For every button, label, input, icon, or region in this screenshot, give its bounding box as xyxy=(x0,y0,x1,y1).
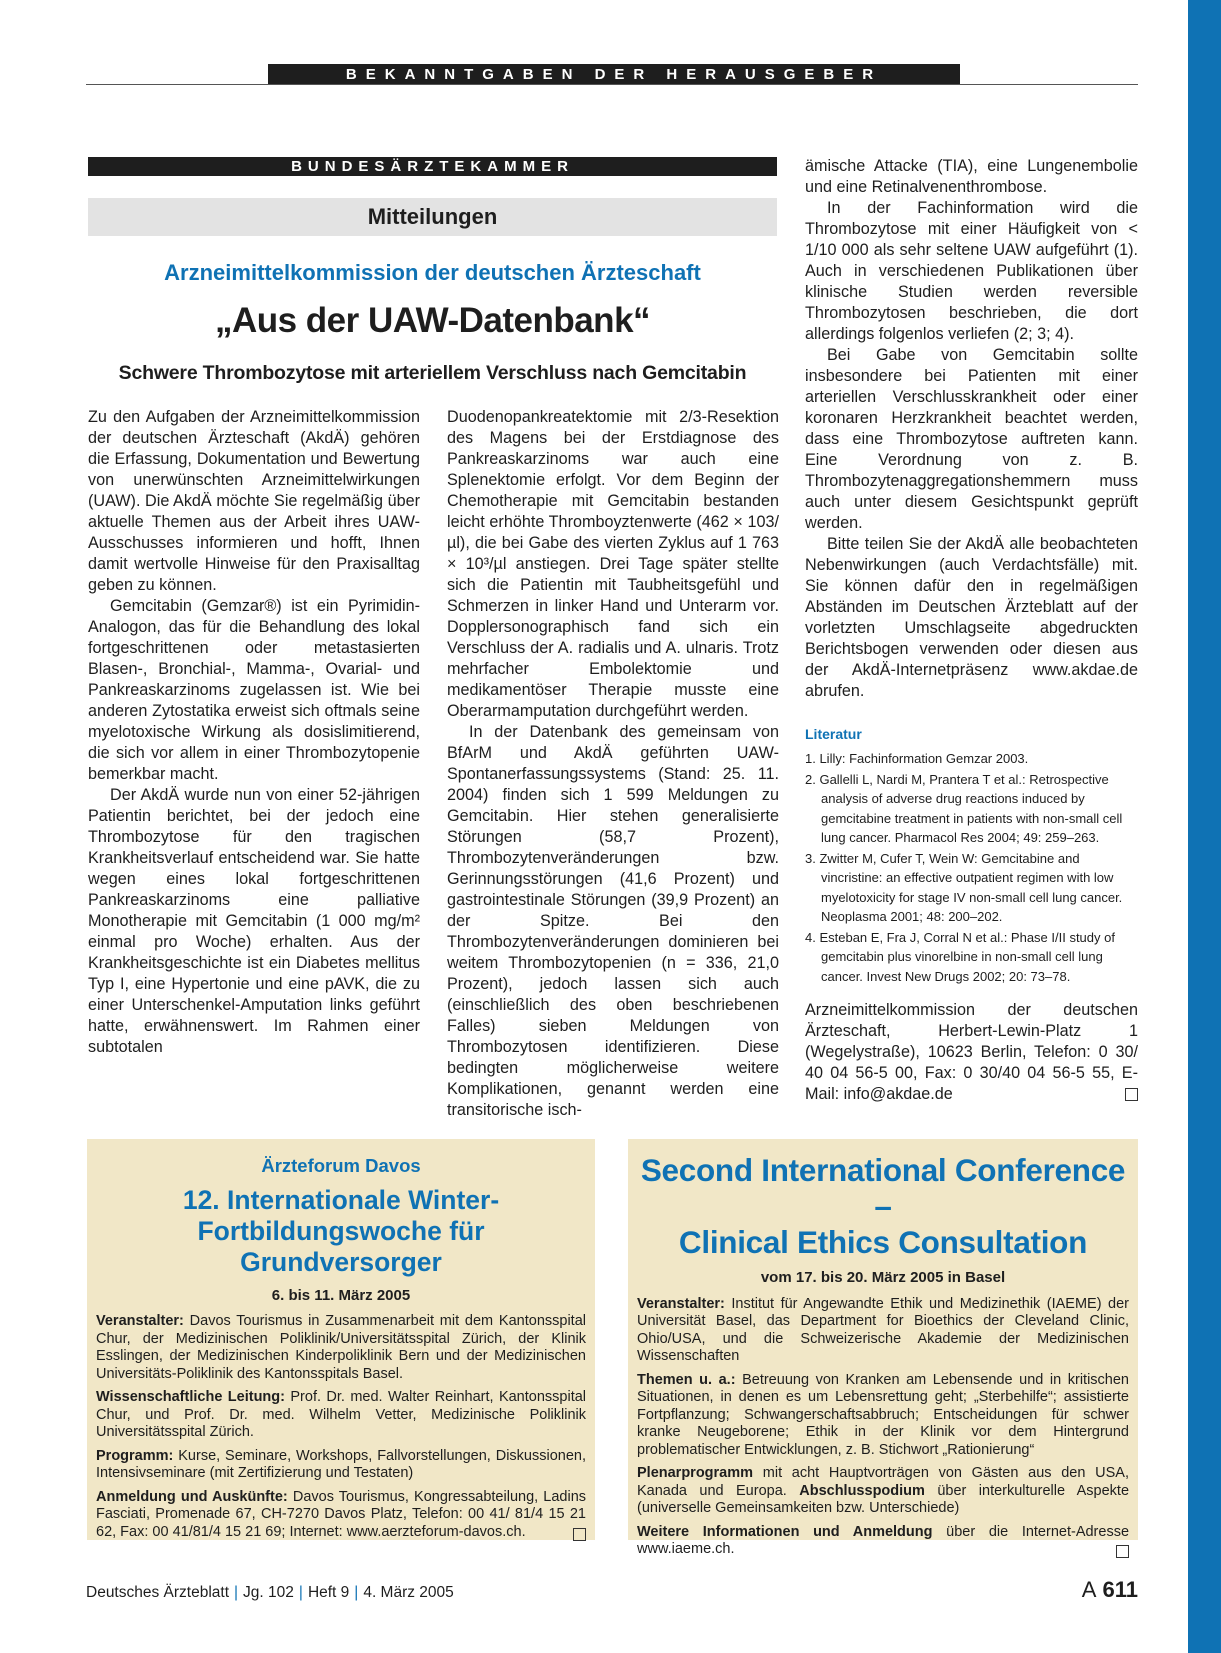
event-title-line: Clinical Ethics Consultation xyxy=(678,1224,1088,1260)
event-paragraph xyxy=(96,1489,586,1542)
journal-name: Deutsches Ärzteblatt xyxy=(86,1584,230,1601)
reference-list xyxy=(805,749,1138,986)
event-kicker: Ärzteforum Davos xyxy=(261,1155,421,1176)
event-box-davos xyxy=(87,1139,595,1540)
article-headline: „Aus der UAW-Datenbank“ xyxy=(214,301,651,340)
paragraph: Bitte teilen Sie der AkdÄ alle beobachteten Nebenwirkungen (auch Verdachtsfälle) mit. Sie können dafür den in regelmäßigen Abständen im Deutschen Ärzteblatt auf der vorletzten Umschlagseite abgedruckten Berichtsbogen verwenden oder diesen aus der AkdÄ-Internetpräsenz www.akdae.de abrufen. xyxy=(805,535,1138,700)
label: Weitere Informationen und Anmeldung xyxy=(637,1523,933,1540)
volume: Jg. 102 xyxy=(243,1584,294,1601)
text: Betreuung von Kranken am Lebensende und in kritischen Situationen, in denen es um Lebensrettung geht; „Sterbehilfe“; assistierte Fortpflanzung; Schwangerschaftsabbruch; Entscheidungen für schwer kranke Neugeborene; Ethik in der Klinik vor dem Hintergrund problematischer Entwicklungen, z. B. Stichwort „Rationierung“ xyxy=(637,1371,1129,1458)
paragraph: Zu den Aufgaben der Arzneimittelkommission der deutschen Ärzteschaft (AkdÄ) gehören die Erfassung, Dokumentation und Bewertung von unerwünschten Arzneimittelwirkungen (UAW). Die AkdÄ möchte Sie regelmäßig über aktuelle Themen aus der Arbeit ihres UAW-Ausschusses informieren und hofft, Ihnen damit wertvolle Hinweise für den Praxisalltag geben zu können. xyxy=(88,408,420,594)
reference-item: 4. Esteban E, Fra J, Corral N et al.: Phase I/II study of gemcitabin plus vinorelbine in non-small cell lung cancer. Invest New Drugs 2002; 20: 73–78. xyxy=(805,929,1115,984)
reference-item: 2. Gallelli L, Nardi M, Prantera T et al.: Retrospective analysis of adverse drug reactions induced by gemcitabine treatment in patients with non-small cell lung cancer. Pharmacol Res 2004; 49: 259–263. xyxy=(805,771,1123,845)
article-kicker: Arzneimittelkommission der deutschen Ärzteschaft xyxy=(164,260,701,285)
article-column-1 xyxy=(88,407,420,1058)
paragraph: In der Datenbank des gemeinsam von BfArM und AkdÄ geführten UAW-Spontanerfassungssystems (Stand: 25. 11. 2004) finden sich 1 599 Meldungen zu Gemcitabin. Hier stehen generalisierte Störungen (58,7 Prozent), Thrombozytenveränderungen bzw. Gerinnungsstörungen (41,6 Prozent) und gastrointestinale Störungen (39,9 Prozent) an der Spitze. Bei den Thrombozytenveränderungen dominieren bei weitem Thrombozytopenien (n = 336, 21,0 Prozent), jedoch lassen sich auch (einschließlich des oben beschriebenen Falles) sieben Meldungen von Thrombozytosen identifizieren. Diese bedingten möglicherweise weitere Komplikationen, genannt werden eine transitorische isch- xyxy=(447,723,779,1119)
page-number xyxy=(1082,1577,1138,1603)
category-band: Mitteilungen xyxy=(88,198,777,236)
label: Themen u. a.: xyxy=(637,1371,736,1388)
separator: | xyxy=(354,1584,359,1601)
text: Kurse, Seminare, Workshops, Fallvorstellungen, Diskussionen, Intensivseminare (mit Zertifizierung und Testaten) xyxy=(96,1447,586,1481)
event-paragraph xyxy=(96,1389,586,1442)
page-number-value: 611 xyxy=(1102,1577,1138,1602)
contact-paragraph xyxy=(805,1000,1138,1105)
text: Davos Tourismus, Kongressabteilung, Ladins Fasciati, Promenade 67, CH-7270 Davos Platz, Telefon: 00 41/ 81/4 15 21 62, Fax: 00 41/81/4 15 21 69; Internet: www.aerzteforum-davos.ch. xyxy=(96,1488,587,1540)
event-title xyxy=(637,1152,1129,1260)
event-date: vom 17. bis 20. März 2005 in Basel xyxy=(760,1269,1006,1286)
text: über die Internet-Adresse www.iaeme.ch. xyxy=(637,1523,1130,1557)
label: Wissenschaftliche Leitung: xyxy=(96,1389,285,1405)
separator: | xyxy=(234,1584,239,1601)
label: Veranstalter: xyxy=(96,1313,184,1329)
text: mit acht Hauptvorträgen von Gästen aus den USA, Kanada und Europa. xyxy=(637,1465,1129,1499)
end-mark-icon xyxy=(573,1528,586,1541)
section-band: BUNDESÄRZTEKAMMER xyxy=(88,157,777,176)
event-title-line: Fortbildungswoche für Grundversorger xyxy=(197,1215,485,1277)
event-paragraph xyxy=(637,1296,1129,1366)
end-mark-icon xyxy=(1116,1545,1129,1558)
issue: Heft 9 xyxy=(307,1584,350,1601)
text: Davos Tourismus in Zusammenarbeit mit dem Kantonsspital Chur, der Medizinischen Poliklinik/Universitätsspital Zürich, der Klinik Esslingen, der Medizinischen Kinderpoliklinik Bern und der Medizinischen Universitäts-Poliklinik des Kantonsspitals Basel. xyxy=(96,1313,586,1382)
label: Plenarprogramm xyxy=(637,1465,754,1481)
top-rule-divider xyxy=(86,84,1138,85)
right-edge-color-bar xyxy=(1188,0,1221,1653)
label: Programm: xyxy=(96,1447,174,1464)
event-paragraph xyxy=(96,1313,586,1383)
reference-item: 1. Lilly: Fachinformation Gemzar 2003. xyxy=(805,751,1029,766)
label: Veranstalter: xyxy=(637,1295,725,1312)
page-prefix: A xyxy=(1081,1577,1097,1602)
text: über interkulturelle Aspekte (universelle Gemeinsamkeiten bzw. Unterschiede) xyxy=(637,1482,1130,1516)
header-band: BEKANNTGABEN DER HERAUSGEBER xyxy=(268,64,960,85)
reference-item: 3. Zwitter M, Cufer T, Wein W: Gemcitabine and vincristine: an effective outpatient regimen with low myelotoxicity for stage IV non-small cell lung cancer. Neoplasma 2001; 48: 200–202. xyxy=(805,850,1123,924)
event-paragraph xyxy=(637,1524,1129,1559)
article-column-2 xyxy=(447,407,779,1121)
event-title-line: Second International Conference – xyxy=(640,1152,1126,1224)
event-date: 6. bis 11. März 2005 xyxy=(271,1286,411,1304)
text: Prof. Dr. med. Walter Reinhart, Kantonsspital Chur, und Prof. Dr. med. Wilhelm Vetter, Medizinische Poliklinik Universitätsspital Zürich. xyxy=(96,1389,587,1440)
label: Anmeldung und Auskünfte: xyxy=(96,1488,288,1505)
text: Institut für Angewandte Ethik und Medizinethik (IAEME) der Universität Basel, das Department for Bioethics der Cleveland Clinic, Ohio/USA, und die Schweizerische Akademie der Medizinischen Wissenschaften xyxy=(637,1295,1129,1364)
label: Abschlusspodium xyxy=(799,1482,925,1499)
contact-text: Arzneimittelkommission der deutschen Ärzteschaft, Herbert-Lewin-Platz 1 (Wegelystraße), 10623 Berlin, Telefon: 0 30/ 40 04 56-5 00, Fax: 0 30/40 04 56-5 55, E-Mail: info@akdae.de xyxy=(805,1001,1138,1103)
footer-citation xyxy=(86,1584,454,1602)
paragraph: Bei Gabe von Gemcitabin sollte insbesondere bei Patienten mit einer arteriellen Verschlusskrankheit oder einer koronaren Herzkrankheit beachtet werden, dass eine Thrombozytose auftreten kann. Eine Verordnung von z. B. Thrombozytenaggregationshemmern muss auch unter diesem Gesichtspunkt geprüft werden. xyxy=(805,346,1138,532)
event-title-line: 12. Internationale Winter- xyxy=(182,1184,500,1215)
event-paragraph xyxy=(637,1465,1129,1518)
end-mark-icon xyxy=(1125,1088,1138,1101)
article-subhead: Schwere Thrombozytose mit arteriellem Verschluss nach Gemcitabin xyxy=(118,362,747,384)
event-box-basel xyxy=(628,1139,1138,1557)
paragraph: ämische Attacke (TIA), eine Lungenembolie und eine Retinalvenenthrombose. xyxy=(805,157,1138,196)
paragraph: In der Fachinformation wird die Thrombozytose mit einer Häufigkeit von < 1/10 000 als sehr seltene UAW aufgeführt (1). Auch in verschiedenen Publikationen über klinische Studien werden reversible Thrombozytosen beschrieben, die dort allerdings folgenlos verliefen (2; 3; 4). xyxy=(805,199,1138,343)
literature-heading: Literatur xyxy=(805,726,862,742)
event-paragraph xyxy=(96,1448,586,1483)
event-paragraph xyxy=(637,1372,1129,1460)
event-title xyxy=(96,1185,586,1278)
paragraph: Gemcitabin (Gemzar®) ist ein Pyrimidin-Analogon, das für die Behandlung des lokal fortgeschrittenen oder metastasierten Blasen-, Bronchial-, Mamma-, Ovarial- und Pankreaskarzinoms zugelassen ist. Wie bei anderen Zytostatika erweist sich oftmals seine myelotoxische Wirkung als dosislimitierend, die sich vor allem in einer Thrombozytopenie bemerkbar macht. xyxy=(88,597,420,783)
paragraph: Duodenopankreatektomie mit 2/3-Resektion des Magens bei der Erstdiagnose des Pankreaskarzinoms war auch eine Splenektomie erfolgt. Vor dem Beginn der Chemotherapie mit Gemcitabin bestanden leicht erhöhte Thromboyztenwerte (462 × 103/µl), die bei Gabe des vierten Zyklus auf 1 763 × 10³/µl anstiegen. Drei Tage später stellte sich die Patientin mit Taubheitsgefühl und Schmerzen in linker Hand und Unterarm vor. Dopplersonographisch fand sich ein Verschluss der A. radialis und A. ulnaris. Trotz mehrfacher Embolektomie und medikamentöser Therapie musste eine Oberarmamputation durchgeführt werden. xyxy=(447,408,779,720)
separator: | xyxy=(298,1584,303,1601)
issue-date: 4. März 2005 xyxy=(363,1584,454,1601)
article-column-3 xyxy=(805,156,1138,1105)
paragraph: Der AkdÄ wurde nun von einer 52-jährigen Patientin berichtet, bei der jedoch eine Thrombozytose für den tragischen Krankheitsverlauf entscheidend war. Sie hatte wegen eines lokal fortgeschrittenen Pankreaskarzinoms eine palliative Monotherapie mit Gemcitabin (1 000 mg/m² einmal pro Woche) erhalten. Aus der Krankheitsgeschichte ist ein Diabetes mellitus Typ I, eine Hypertonie und eine pAVK, die zu einer Unterschenkel-Amputation links geführt hatte, erwähnenswert. Im Rahmen einer subtotalen xyxy=(88,786,420,1056)
